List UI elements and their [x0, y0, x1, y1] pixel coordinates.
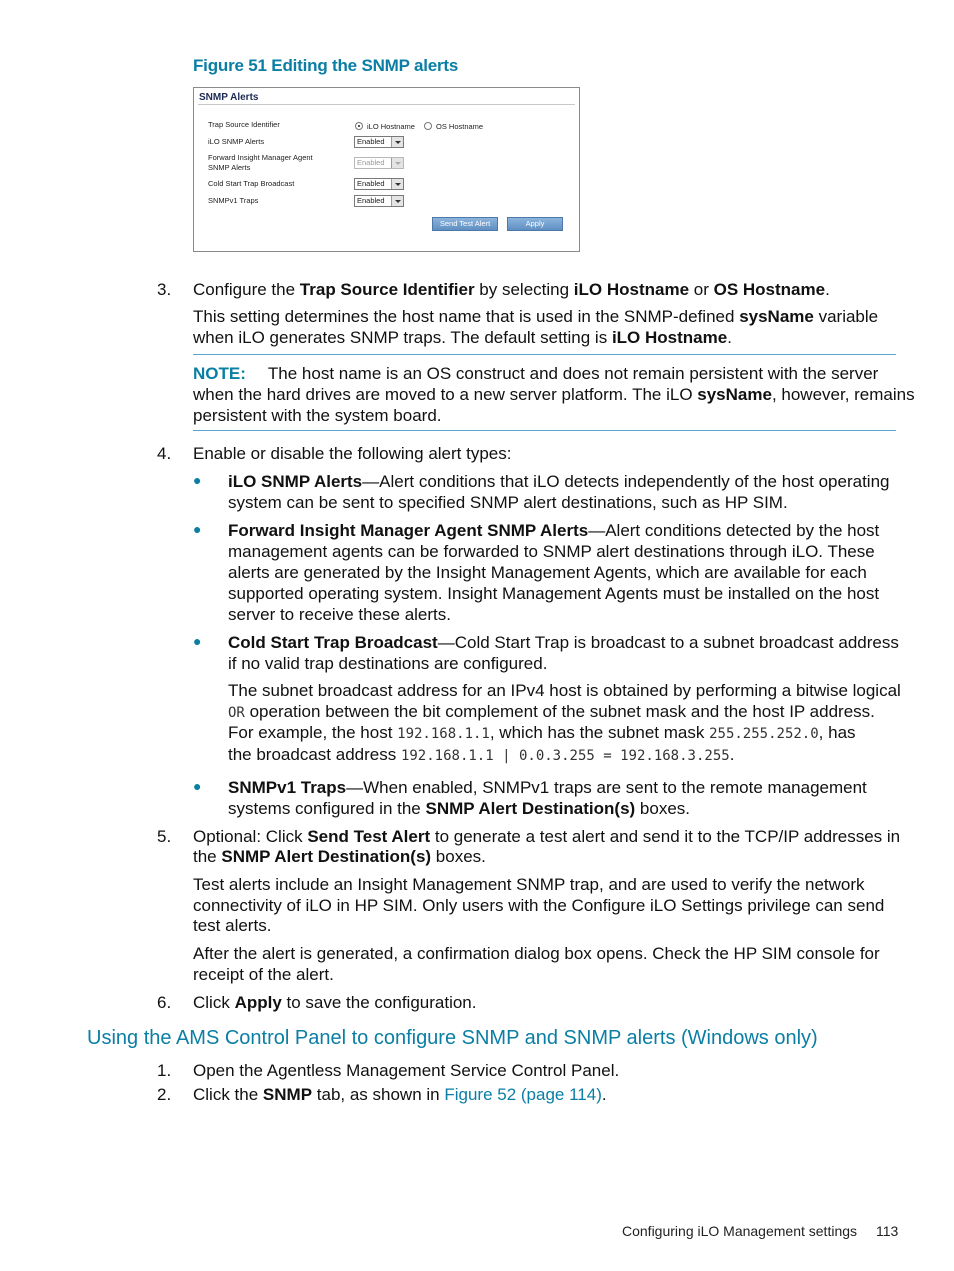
cold-start-select[interactable] [354, 178, 404, 190]
figure-caption: Figure 51 Editing the SNMP alerts [193, 56, 459, 75]
chevron-down-icon [391, 137, 403, 147]
step-5-para1-line3: test alerts. [193, 916, 272, 935]
bullet-1-line2: system can be sent to specified SNMP alert destinations, such as HP SIM. [228, 493, 788, 512]
bullet-1-line1: iLO SNMP Alerts—Alert conditions that iLO detects independently of the host operating [228, 472, 890, 491]
step-5-line1: Optional: Click Send Test Alert to generate a test alert and send it to the TCP/IP addresses in [193, 827, 901, 846]
section-heading: Using the AMS Control Panel to configure SNMP and SNMP alerts (Windows only) [87, 1027, 818, 1049]
ilo-snmp-alerts-select[interactable] [354, 136, 404, 148]
radio-os-hostname-label: OS Hostname [436, 122, 484, 131]
cold-start-label: Cold Start Trap Broadcast [208, 179, 295, 188]
snmpv1-traps-label: SNMPv1 Traps [208, 196, 259, 205]
radio-ilo-hostname[interactable] [355, 122, 363, 130]
forward-insight-select [354, 157, 404, 169]
bullet-4-line1: SNMPv1 Traps—When enabled, SNMPv1 traps are sent to the remote management [228, 778, 867, 797]
select-value: Enabled [357, 179, 385, 188]
bullet-icon: ● [193, 472, 202, 488]
bullet-3-para-line2: OR operation between the bit complement of the subnet mask and the host IP address. [228, 702, 875, 721]
trap-source-label: Trap Source Identifier [208, 120, 280, 129]
step-3-para-line1: This setting determines the host name that is used in the SNMP-defined sysName variable [193, 307, 879, 326]
chevron-down-icon [391, 196, 403, 206]
snmp-alerts-panel [193, 87, 580, 252]
note-top-rule [193, 354, 896, 355]
bullet-icon: ● [193, 633, 202, 649]
select-value: Enabled [357, 196, 385, 205]
bullet-icon: ● [193, 778, 202, 794]
forward-insight-label-1: Forward Insight Manager Agent [208, 153, 313, 162]
bullet-3-line2: if no valid trap destinations are configured. [228, 654, 548, 673]
step-5-para2-line2: receipt of the alert. [193, 965, 334, 984]
panel-title: SNMP Alerts [199, 92, 259, 103]
select-value: Enabled [357, 137, 385, 146]
note-label: NOTE: [193, 364, 246, 383]
chevron-down-icon [391, 158, 403, 168]
bullet-4-line2: systems configured in the SNMP Alert Destination(s) boxes. [228, 799, 690, 818]
apply-button[interactable]: Apply [507, 217, 563, 231]
page-number: 113 [876, 1223, 899, 1239]
panel-divider [198, 104, 575, 105]
step-number: 6. [157, 993, 172, 1012]
section-step-2-text: Click the SNMP tab, as shown in Figure 52 (page 114). [193, 1085, 607, 1104]
step-number: 4. [157, 444, 172, 463]
bullet-2-line5: server to receive these alerts. [228, 605, 451, 624]
forward-insight-label-2: SNMP Alerts [208, 163, 251, 172]
step-5-para1-line1: Test alerts include an Insight Management SNMP trap, and are used to verify the network [193, 875, 865, 894]
step-5-para2-line1: After the alert is generated, a confirmation dialog box opens. Check the HP SIM console for [193, 944, 880, 963]
step-3-text: Configure the Trap Source Identifier by selecting iLO Hostname or OS Hostname. [193, 280, 830, 299]
step-number: 2. [157, 1085, 172, 1104]
radio-ilo-hostname-label: iLO Hostname [367, 122, 415, 131]
bullet-3-para-line3: For example, the host 192.168.1.1, which has the subnet mask 255.255.252.0, has [228, 723, 856, 742]
bullet-3-para-line1: The subnet broadcast address for an IPv4 host is obtained by performing a bitwise logical [228, 681, 901, 700]
step-number: 5. [157, 827, 172, 846]
figure-52-link[interactable]: Figure 52 (page 114) [444, 1085, 602, 1104]
step-5-para1-line2: connectivity of iLO in HP SIM. Only users with the Configure iLO Settings privilege can send [193, 896, 885, 915]
step-4-text: Enable or disable the following alert types: [193, 444, 512, 463]
step-number: 3. [157, 280, 172, 299]
step-6-text: Click Apply to save the configuration. [193, 993, 477, 1012]
select-value: Enabled [357, 158, 385, 167]
chevron-down-icon [391, 179, 403, 189]
section-step-1-text: Open the Agentless Management Service Control Panel. [193, 1061, 620, 1080]
note-line3: persistent with the system board. [193, 406, 442, 425]
send-test-alert-button[interactable]: Send Test Alert [432, 217, 498, 231]
note-line1: NOTE: The host name is an OS construct and does not remain persistent with the server [193, 364, 879, 383]
bullet-2-line1: Forward Insight Manager Agent SNMP Alerts—Alert conditions detected by the host [228, 521, 880, 540]
bullet-3-para-line4: the broadcast address 192.168.1.1 | 0.0.3.255 = 192.168.3.255. [228, 745, 735, 764]
ilo-snmp-alerts-label: iLO SNMP Alerts [208, 137, 265, 146]
note-bottom-rule [193, 430, 896, 431]
radio-os-hostname[interactable] [424, 122, 432, 130]
note-line2: when the hard drives are moved to a new server platform. The iLO sysName, however, remains [193, 385, 915, 404]
bullet-2-line3: alerts are generated by the Insight Management Agents, which are available for each [228, 563, 867, 582]
step-3-para-line2: when iLO generates SNMP traps. The default setting is iLO Hostname. [193, 328, 732, 347]
bullet-icon: ● [193, 521, 202, 537]
bullet-2-line4: supported operating system. Insight Management Agents must be installed on the host [228, 584, 880, 603]
snmpv1-traps-select[interactable] [354, 195, 404, 207]
step-5-line2: the SNMP Alert Destination(s) boxes. [193, 847, 486, 866]
footer-title: Configuring iLO Management settings [622, 1223, 858, 1239]
bullet-3-line1: Cold Start Trap Broadcast—Cold Start Trap is broadcast to a subnet broadcast address [228, 633, 899, 652]
step-number: 1. [157, 1061, 172, 1080]
bullet-2-line2: management agents can be forwarded to SNMP alert destinations through iLO. These [228, 542, 875, 561]
